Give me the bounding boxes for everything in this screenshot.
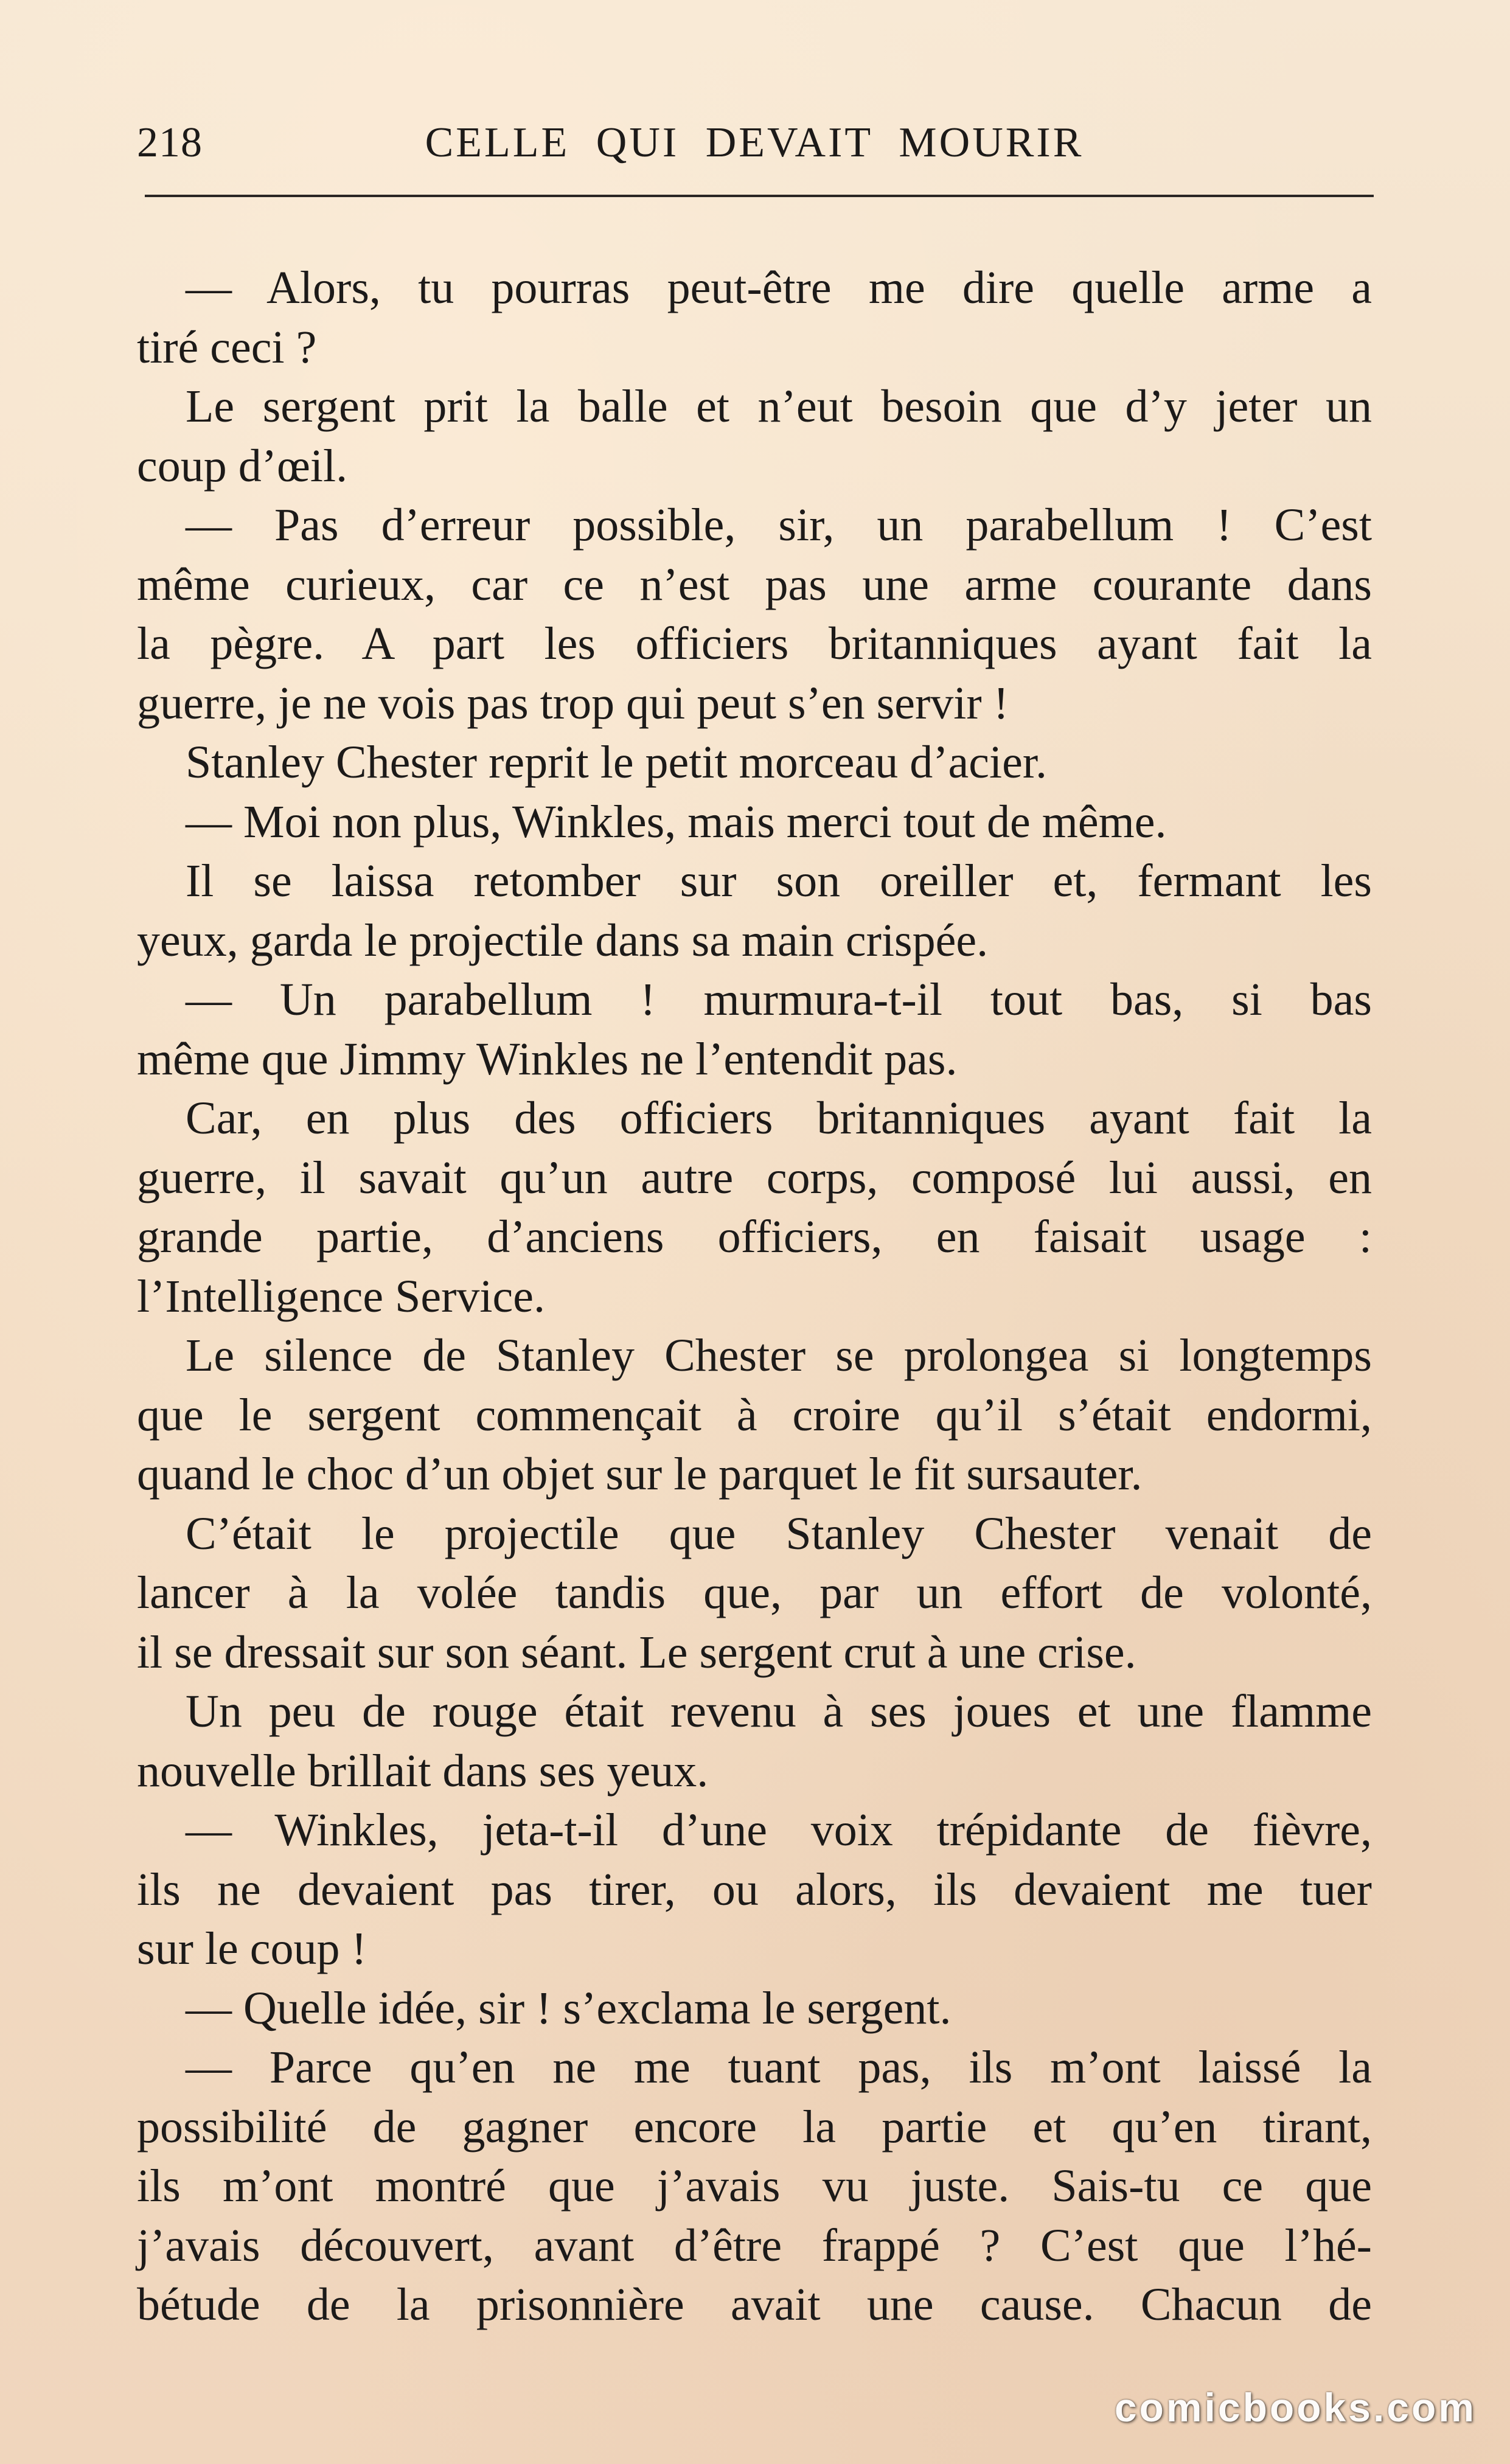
text-line: — Winkles, jeta-t-il d’une voix trépidante de fièvre,: [186, 1804, 1372, 1856]
text-line: — Moi non plus, Winkles, mais merci tout de même.: [186, 796, 1167, 847]
text-line: ils m’ont montré que j’avais vu juste. Sais-tu ce que: [137, 2160, 1372, 2212]
page-header: [137, 113, 1372, 173]
text-line: possibilité de gagner encore la partie et qu’en tirant,: [137, 2101, 1372, 2153]
text-line: ils ne devaient pas tirer, ou alors, ils devaient me tuer: [137, 1864, 1372, 1915]
text-line: même curieux, car ce n’est pas une arme courante dans: [137, 559, 1372, 610]
text-line: yeux, garda le projectile dans sa main crispée.: [137, 914, 989, 966]
text-line: nouvelle brillait dans ses yeux.: [137, 1745, 709, 1797]
text-line: guerre, il savait qu’un autre corps, composé lui aussi, en: [137, 1152, 1372, 1203]
text-line: quand le choc d’un objet sur le parquet le fit sursauter.: [137, 1449, 1143, 1500]
text-line: sur le coup !: [137, 1923, 367, 1974]
header-rule: [145, 195, 1374, 197]
text-line: — Alors, tu pourras peut-être me dire quelle arme a: [186, 262, 1372, 313]
text-line: — Parce qu’en ne me tuant pas, ils m’ont laissé la: [186, 2042, 1372, 2093]
text-line: l’Intelligence Service.: [137, 1270, 546, 1322]
running-title: CELLE QUI DEVAIT MOURIR: [425, 119, 1084, 166]
text-line: C’était le projectile que Stanley Chester venait de: [186, 1508, 1372, 1559]
text-line: la pègre. A part les officiers britanniques ayant fait la: [137, 618, 1372, 669]
text-line: grande partie, d’anciens officiers, en faisait usage :: [137, 1211, 1372, 1262]
text-line: que le sergent commençait à croire qu’il s’était endormi,: [137, 1389, 1372, 1441]
text-line: même que Jimmy Winkles ne l’entendit pas.: [137, 1033, 958, 1085]
body-text: [137, 259, 1372, 2335]
text-line: j’avais découvert, avant d’être frappé ? C’est que l’hé-: [137, 2219, 1372, 2271]
page-number: 218: [137, 119, 203, 166]
text-line: il se dressait sur son séant. Le sergent crut à une crise.: [137, 1626, 1136, 1678]
text-line: Stanley Chester reprit le petit morceau d’acier.: [186, 737, 1047, 788]
text-line: Il se laissa retomber sur son oreiller et, fermant les: [186, 855, 1372, 907]
text-line: Le sergent prit la balle et n’eut besoin que d’y jeter un: [186, 381, 1372, 432]
text-line: tiré ceci ?: [137, 321, 317, 373]
text-line: Le silence de Stanley Chester se prolongea si longtemps: [186, 1330, 1372, 1381]
text-line: — Quelle idée, sir ! s’exclama le sergent.: [186, 1982, 952, 2034]
watermark: comicbooks.com: [1114, 2385, 1477, 2430]
text-line: guerre, je ne vois pas trop qui peut s’en servir !: [137, 677, 1009, 729]
text-line: — Un parabellum ! murmura-t-il tout bas, si bas: [186, 974, 1372, 1025]
text-line: — Pas d’erreur possible, sir, un parabellum ! C’est: [186, 499, 1372, 551]
text-line: coup d’œil.: [137, 440, 348, 492]
text-line: Car, en plus des officiers britanniques ayant fait la: [186, 1093, 1372, 1144]
text-line: bétude de la prisonnière avait une cause. Chacun de: [137, 2279, 1372, 2330]
text-line: Un peu de rouge était revenu à ses joues et une flamme: [186, 1686, 1372, 1737]
text-line: lancer à la volée tandis que, par un effort de volonté,: [137, 1567, 1372, 1618]
